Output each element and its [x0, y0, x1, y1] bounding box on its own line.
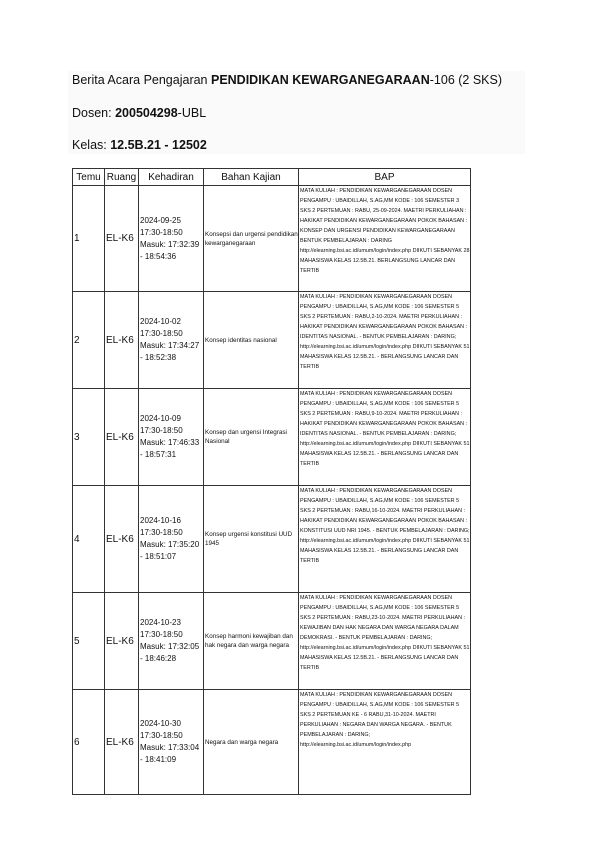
- cell-temu: 2: [73, 292, 105, 389]
- lecturer-suffix: -UBL: [177, 106, 207, 120]
- table-header-row: [73, 169, 471, 186]
- title-prefix: Berita Acara Pengajaran: [72, 73, 211, 87]
- table-row: [73, 593, 471, 690]
- date: 2024-10-09: [140, 414, 181, 423]
- table-row: [73, 186, 471, 292]
- cell-kehadiran: [139, 593, 204, 690]
- header-ruang: Ruang: [105, 169, 139, 186]
- class-id: 12.5B.21 - 12502: [110, 138, 207, 152]
- lecturer-line: [72, 106, 206, 120]
- cell-kehadiran: [139, 186, 204, 292]
- date: 2024-10-16: [140, 516, 181, 525]
- cell-ruang: EL-K6: [105, 186, 139, 292]
- lecturer-label: Dosen:: [72, 106, 116, 120]
- cell-bahan-kajian: Konsep urgensi konstitusi UUD 1945: [204, 486, 299, 593]
- check-in: Masuk: 17:32:05: [140, 642, 200, 651]
- schedule: 17:30-18:50: [140, 731, 183, 740]
- date: 2024-10-30: [140, 719, 181, 728]
- check-in: Masuk: 17:35:20: [140, 540, 200, 549]
- cell-ruang: EL-K6: [105, 292, 139, 389]
- check-in: Masuk: 17:32:39: [140, 239, 200, 249]
- schedule: 17:30-18:50: [140, 630, 183, 639]
- check-out: - 18:57:31: [140, 450, 177, 459]
- schedule: 17:30-18:50: [140, 329, 183, 338]
- cell-bap: MATA KULIAH : PENDIDIKAN KEWARGANEGARAAN DOSEN PENGAMPU : UBAIDILLAH, S.AG,MM KODE : 106 SEMESTER 3 SKS 2 PERTEMUAN : RABU, 25-09-2024. MAETRI PERKULIAHAN : HAKIKAT PENDIDIKAN KEWARGANEGARAAN POKOK BAHASAN : KONSEP DAN URGENSI PENDIDIKAN KEWARGANEGARAAN BENTUK PEMBELAJARAN : DARING http://elearning.bsi.ac.id/umum/login/index.php DIIKUTI SEBANYAK 28 MAHASISWA KELAS 12.5B.21. BERLANGSUNG LANCAR DAN TERTIB: [299, 186, 471, 292]
- cell-kehadiran: [139, 486, 204, 593]
- cell-kehadiran: [139, 292, 204, 389]
- cell-kehadiran: [139, 389, 204, 486]
- cell-bap: MATA KULIAH : PENDIDIKAN KEWARGANEGARAAN DOSEN PENGAMPU : UBAIDILLAH, S.AG,MM KODE : 106 SEMESTER 5 SKS 2 PERTEMUAN : RABU,16-10-2024. MAETRI PERKULIAHAN : HAKIKAT PENDIDIKAN KEWARGANEGARAAN POKOK BAHASAN : KONSTITUSI UUD NRI 1945. - BENTUK PEMBELAJARAN : DARING; http://elearning.bsi.ac.id/umum/login/index.php DIIKUTI SEBANYAK 51 MAHASISWA KELAS 12.5B.21. - BERLANGSUNG LANCAR DAN TERTIB: [299, 486, 471, 593]
- cell-temu: 5: [73, 593, 105, 690]
- cell-ruang: EL-K6: [105, 389, 139, 486]
- cell-bahan-kajian: Negara dan warga negara: [204, 690, 299, 795]
- cell-temu: 3: [73, 389, 105, 486]
- cell-temu: 6: [73, 690, 105, 795]
- course-code: -106 (2 SKS): [429, 73, 503, 87]
- teaching-record-table: [72, 168, 471, 795]
- cell-ruang: EL-K6: [105, 690, 139, 795]
- cell-bap: MATA KULIAH : PENDIDIKAN KEWARGANEGARAAN DOSEN PENGAMPU : UBAIDILLAH, S.AG,MM KODE : 106 SEMESTER 5 SKS 2 PERTEMUAN : RABU,2-10-2024. MAETRI PERKULIAHAN : HAKIKAT PENDIDIKAN KEWARGANEGARAAN POKOK BAHASAN : IDENTITAS NASIONAL. - BENTUK PEMBELAJARAN : DARING; http://elearning.bsi.ac.id/umum/login/index.php DIIKUTI SEBANYAK 51 MAHASISWA KELAS 12.5B.21. - BERLANGSUNG LANCAR DAN TERTIB: [299, 292, 471, 389]
- cell-ruang: EL-K6: [105, 593, 139, 690]
- header-temu: Temu: [73, 169, 105, 186]
- header-bap: BAP: [299, 169, 471, 186]
- table-row: [73, 292, 471, 389]
- class-line: [72, 138, 207, 152]
- date: 2024-10-02: [140, 317, 181, 326]
- check-out: - 18:46:28: [140, 654, 177, 663]
- check-out: - 18:54:36: [140, 251, 177, 261]
- date: 2024-09-25: [140, 215, 181, 225]
- report-title: [72, 73, 502, 87]
- cell-bap: MATA KULIAH : PENDIDIKAN KEWARGANEGARAAN DOSEN PENGAMPU : UBAIDILLAH, S.AG,MM KODE : 106 SEMESTER 5 SKS 2 PERTEMUAN : RABU,9-10-2024. MAETRI PERKULIAHAN : HAKIKAT PENDIDIKAN KEWARGANEGARAAN POKOK BAHASAN : IDENTITAS NASIONAL. - BENTUK PEMBELAJARAN : DARING; http://elearning.bsi.ac.id/umum/login/index.php DIIKUTI SEBANYAK 51 MAHASISWA KELAS 12.5B.21. - BERLANGSUNG LANCAR DAN TERTIB: [299, 389, 471, 486]
- class-label: Kelas:: [72, 138, 111, 152]
- check-out: - 18:41:09: [140, 755, 177, 764]
- check-out: - 18:52:38: [140, 353, 177, 362]
- cell-bahan-kajian: Konsep dan urgensi Integrasi Nasional: [204, 389, 299, 486]
- table-row: [73, 486, 471, 593]
- header-bahan-kajian: Bahan Kajian: [204, 169, 299, 186]
- course-name: PENDIDIKAN KEWARGANEGARAAN: [210, 73, 430, 87]
- cell-temu: 1: [73, 186, 105, 292]
- schedule: 17:30-18:50: [140, 528, 183, 537]
- check-out: - 18:51:07: [140, 552, 177, 561]
- schedule: 17:30-18:50: [140, 426, 183, 435]
- cell-bahan-kajian: Konsep identitas nasional: [204, 292, 299, 389]
- cell-kehadiran: [139, 690, 204, 795]
- header-kehadiran: Kehadiran: [139, 169, 204, 186]
- check-in: Masuk: 17:33:04: [140, 743, 200, 752]
- cell-bap: MATA KULIAH : PENDIDIKAN KEWARGANEGARAAN DOSEN PENGAMPU : UBAIDILLAH, S.AG,MM KODE : 106 SEMESTER 5 SKS 2 PERTEMUAN : RABU,23-10-2024. MAETRI PERKULIAHAN : KEWAJIBAN DAN HAK NEGARA DAN WARGA NEGARA DALAM DEMOKRASI. - BENTUK PEMBELAJARAN : DARING; http://elearning.bsi.ac.id/umum/login/index.php DIIKUTI SEBANYAK 51 MAHASISWA KELAS 12.5B.21. - BERLANGSUNG LANCAR DAN TERTIB: [299, 593, 471, 690]
- cell-bahan-kajian: Konsep harmoni kewajiban dan hak negara dan warga negara: [204, 593, 299, 690]
- schedule: 17:30-18:50: [140, 227, 183, 237]
- table-row: [73, 389, 471, 486]
- check-in: Masuk: 17:34:27: [140, 341, 200, 350]
- lecturer-id: 200504298: [115, 106, 178, 120]
- cell-bap: MATA KULIAH : PENDIDIKAN KEWARGANEGARAAN DOSEN PENGAMPU : UBAIDILLAH, S.AG,MM KODE : 106 SEMESTER 5 SKS 2 PERTEMUAN KE - 6 RABU,31-10-2024. MAETRI PERKULIAHAN : NEGARA DAN WARGA NEGARA. - BENTUK PEMBELAJARAN : DARING; http://elearning.bsi.ac.id/umum/login/index.php: [299, 690, 471, 795]
- table-row: [73, 690, 471, 795]
- cell-temu: 4: [73, 486, 105, 593]
- check-in: Masuk: 17:46:33: [140, 438, 200, 447]
- cell-ruang: EL-K6: [105, 486, 139, 593]
- cell-bahan-kajian: Konsepsi dan urgensi pendidikan kewarganegaraan: [204, 186, 299, 292]
- date: 2024-10-23: [140, 618, 181, 627]
